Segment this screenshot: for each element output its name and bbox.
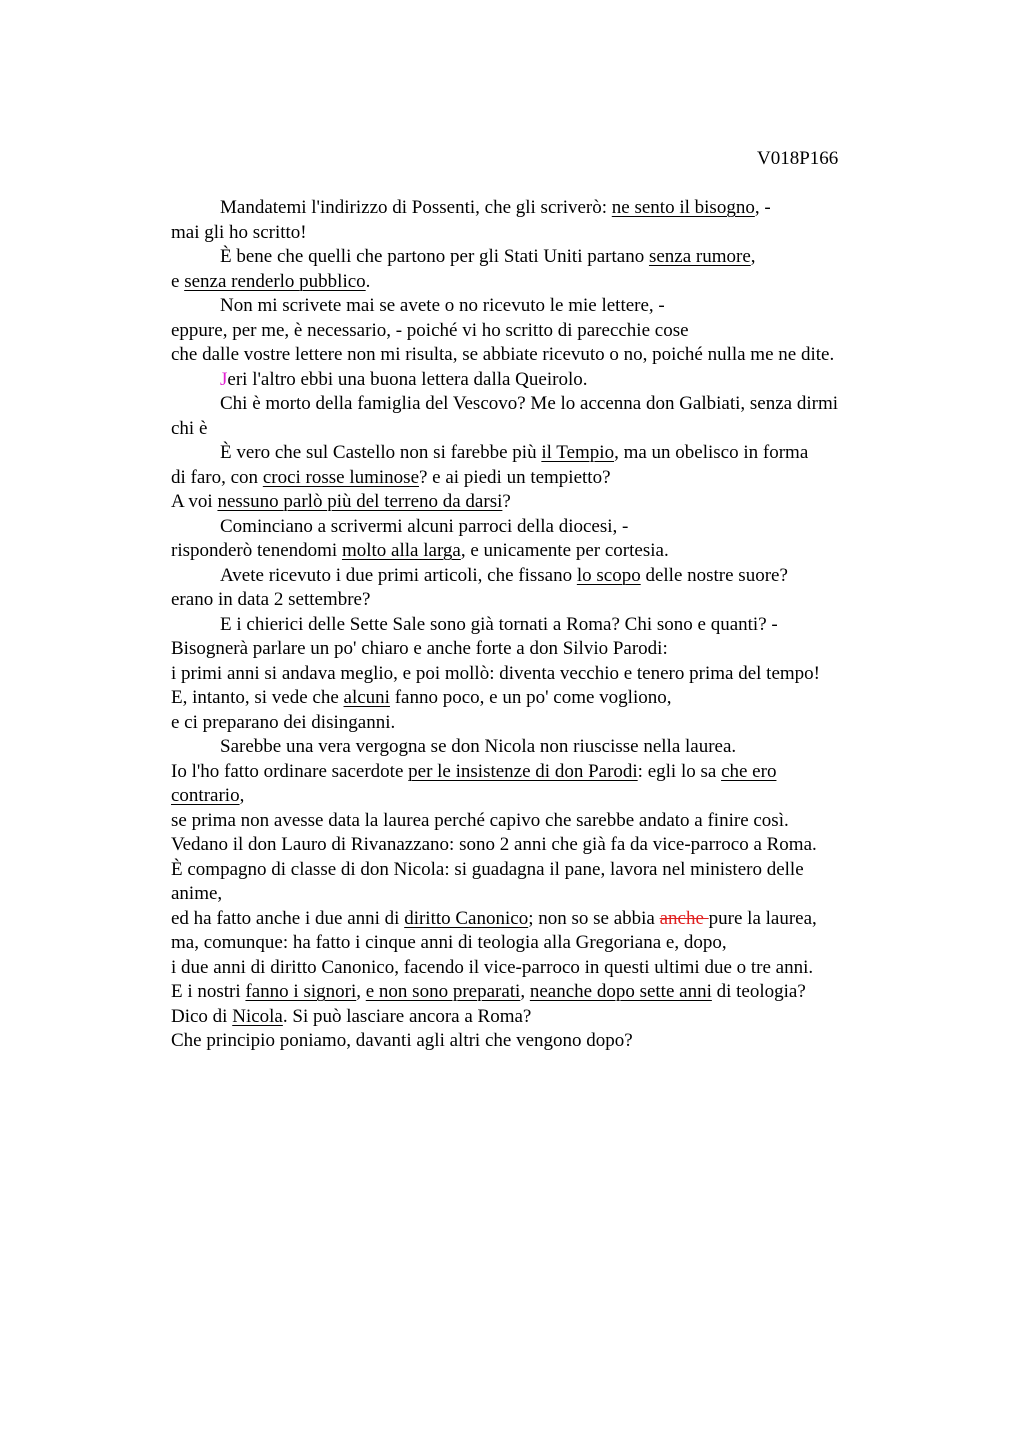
text-span: Mandatemi l'indirizzo di Possenti, che gli scriverò: (220, 197, 612, 218)
underlined-text: alcuni (343, 687, 390, 708)
text-span: È vero che sul Castello non si farebbe più (220, 442, 542, 463)
text-line (171, 809, 911, 834)
underlined-text: per le insistenze di don Parodi (408, 760, 638, 782)
text-line (171, 270, 911, 295)
text-line (171, 662, 911, 687)
text-span: di faro, con (171, 466, 263, 488)
text-line (171, 319, 911, 344)
text-span: Non mi scrivete mai se avete o no ricevuto le mie lettere, - (220, 295, 665, 316)
underlined-text: croci rosse luminose (262, 466, 419, 488)
text-line (171, 539, 911, 564)
text-span: che dalle vostre lettere non mi risulta, se abbiate ricevuto o no, poiché nulla me ne dite. (171, 344, 835, 365)
text-span: A voi (171, 491, 218, 512)
text-span: mai gli ho scritto! (171, 221, 307, 243)
text-span: se prima non avesse data la laurea perché capivo che sarebbe andato a finire così. (171, 809, 789, 831)
text-line (171, 637, 911, 662)
underlined-text: senza renderlo pubblico (184, 270, 366, 292)
underlined-text: lo scopo (576, 564, 641, 586)
underlined-text: che ero (721, 760, 777, 782)
text-span: , (520, 981, 530, 1002)
text-span: e ci preparano dei disinganni. (171, 711, 396, 733)
text-span: erano in data 2 settembre? (171, 589, 371, 610)
text-line (171, 735, 911, 760)
text-line (171, 686, 911, 711)
text-line (171, 221, 911, 246)
text-span: Avete ricevuto i due primi articoli, che fissano (220, 564, 577, 586)
text-line (171, 588, 911, 613)
text-span: i due anni di diritto Canonico, facendo il vice-parroco in questi ultimi due o tre anni. (171, 956, 814, 978)
text-line (171, 343, 911, 368)
text-span: eppure, per me, è necessario, - poiché vi ho scritto di parecchie cose (171, 319, 689, 341)
text-line (171, 466, 911, 491)
text-line (171, 613, 911, 638)
text-span: : egli lo sa (637, 760, 722, 782)
text-line (171, 368, 911, 393)
text-span: ed ha fatto anche i due anni di (171, 907, 405, 929)
text-span: e (171, 270, 185, 292)
text-span: ; non so se abbia (528, 907, 660, 929)
text-span: eri l'altro ebbi una buona lettera dalla Queirolo. (227, 368, 588, 390)
text-span: risponderò tenendomi (171, 540, 342, 561)
text-line (171, 760, 911, 785)
text-span: , - (754, 197, 771, 218)
text-span: Io l'ho fatto ordinare sacerdote (171, 760, 409, 782)
text-span: , e unicamente per cortesia. (460, 540, 669, 561)
text-line (171, 784, 911, 809)
text-line (171, 245, 911, 270)
text-span: , (239, 785, 245, 806)
underlined-text: il Tempio (541, 442, 615, 463)
text-span: Che principio poniamo, davanti agli altri che vengono dopo? (171, 1030, 633, 1051)
text-span: , (356, 981, 366, 1002)
page-identifier: V018P166 (757, 148, 839, 169)
text-line (171, 417, 911, 442)
text-line (171, 858, 911, 883)
text-span: Bisognerà parlare un po' chiaro e anche forte a don Silvio Parodi: (171, 638, 668, 659)
text-line (171, 931, 911, 956)
text-span: . Si può lasciare ancora a Roma? (282, 1005, 532, 1027)
text-line (171, 907, 911, 932)
text-span: Cominciano a scrivermi alcuni parroci della diocesi, - (220, 515, 629, 537)
text-line (171, 711, 911, 736)
text-span: È bene che quelli che partono per gli Stati Uniti partano (220, 246, 649, 267)
text-span: anime, (171, 883, 223, 904)
text-line (171, 564, 911, 589)
text-line (171, 294, 911, 319)
text-span: pure la laurea, (708, 907, 817, 929)
underlined-text: nessuno parlò più del terreno da darsi (217, 491, 503, 512)
text-line (171, 196, 911, 221)
text-span: Dico di (171, 1005, 233, 1027)
letter-body (171, 196, 911, 1054)
text-span: , ma un obelisco in forma (614, 442, 809, 463)
underlined-text: molto alla larga (341, 540, 461, 561)
text-line (171, 1005, 911, 1030)
text-line (171, 833, 911, 858)
text-span: , (750, 246, 756, 267)
text-span: Vedano il don Lauro di Rivanazzano: sono 2 anni che già fa da vice-parroco a Roma. (171, 834, 817, 855)
underlined-text: Nicola (232, 1005, 283, 1027)
underlined-text: diritto Canonico (404, 907, 529, 929)
text-span: E i nostri (171, 981, 246, 1002)
text-span: Chi è morto della famiglia del Vescovo? Me lo accenna don Galbiati, senza dirmi (220, 393, 839, 414)
deleted-text: anche (659, 907, 709, 929)
text-span: fanno poco, e un po' come vogliono, (389, 687, 672, 708)
highlighted-letter: J (220, 368, 228, 390)
text-span: ma, comunque: ha fatto i cinque anni di teologia alla Gregoriana e, dopo, (171, 932, 727, 953)
text-span: ? (502, 491, 511, 512)
text-line (171, 441, 911, 466)
underlined-text: fanno i signori (245, 981, 357, 1002)
text-span: ? e ai piedi un tempietto? (419, 466, 611, 488)
text-line (171, 490, 911, 515)
text-span: E i chierici delle Sette Sale sono già tornati a Roma? Chi sono e quanti? - (220, 613, 778, 635)
text-line (171, 515, 911, 540)
text-span: . (365, 270, 371, 292)
text-span: delle nostre suore? (640, 564, 788, 586)
underlined-text: neanche dopo sette anni (529, 981, 712, 1002)
text-span: i primi anni si andava meglio, e poi mollò: diventa vecchio e tenero prima del tempo! (171, 662, 820, 684)
text-span: È compagno di classe di don Nicola: si guadagna il pane, lavora nel ministero delle (171, 858, 804, 880)
text-span: chi è (171, 417, 208, 439)
text-span: Sarebbe una vera vergogna se don Nicola non riuscisse nella laurea. (220, 736, 737, 757)
underlined-text: ne sento il bisogno (611, 197, 755, 218)
underlined-text: contrario (171, 785, 240, 806)
text-span: di teologia? (711, 981, 806, 1002)
underlined-text: senza rumore (648, 246, 751, 267)
text-line (171, 980, 911, 1005)
text-line (171, 956, 911, 981)
underlined-text: e non sono preparati (365, 981, 521, 1002)
text-span: E, intanto, si vede che (171, 687, 344, 708)
text-line (171, 1029, 911, 1054)
text-line (171, 882, 911, 907)
text-line (171, 392, 911, 417)
